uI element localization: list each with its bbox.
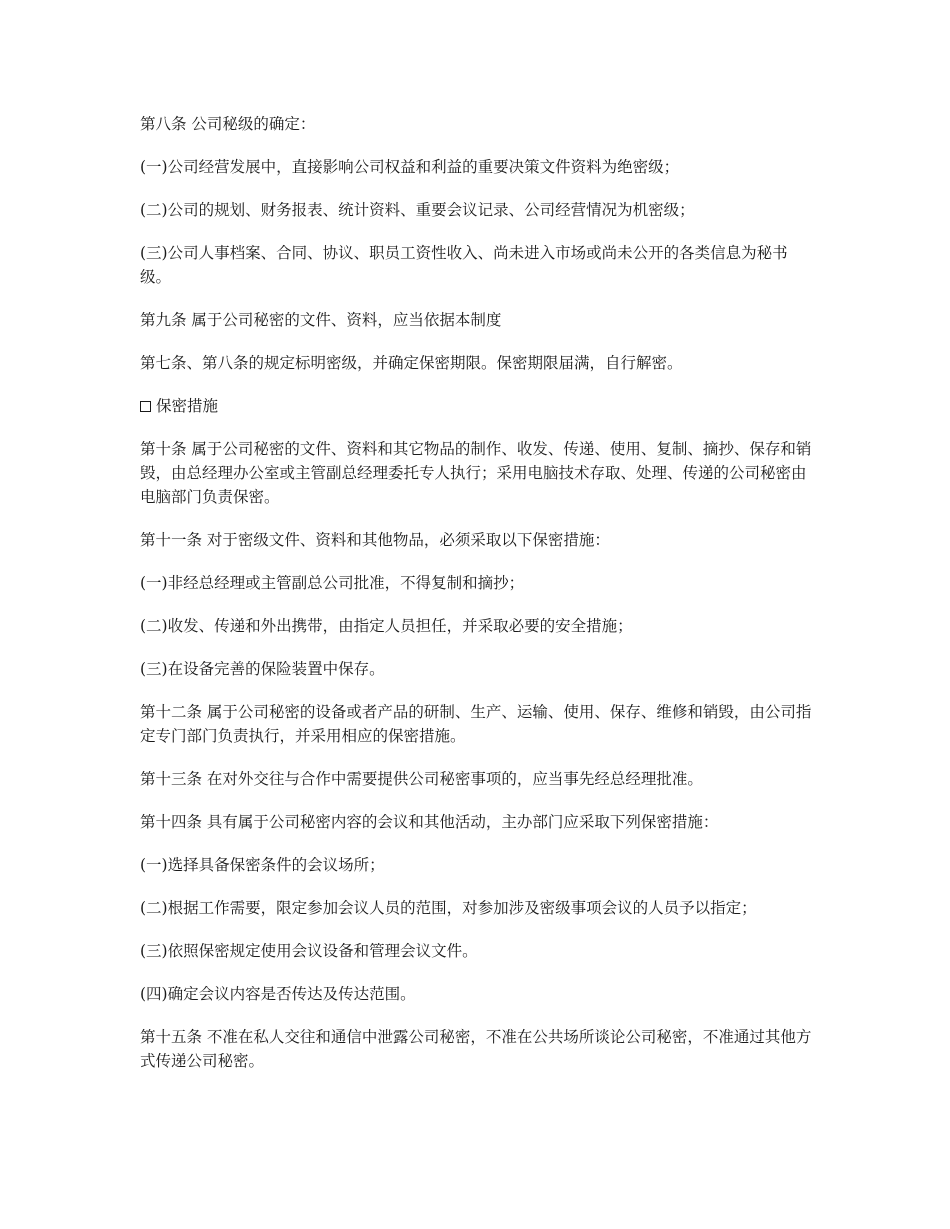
article-12: 第十二条 属于公司秘密的设备或者产品的研制、生产、运输、使用、保存、维修和销毁，由公司指定专门部门负责执行，并采用相应的保密措施。 xyxy=(140,703,812,745)
article-15: 第十五条 不准在私人交往和通信中泄露公司秘密，不准在公共场所谈论公司秘密，不准通过其他方式传递公司秘密。 xyxy=(140,1028,812,1070)
article-11-heading: 第十一条 对于密级文件、资料和其他物品，必须采取以下保密措施： xyxy=(140,531,610,549)
article-14-item-4: (四)确定会议内容是否传达及传达范围。 xyxy=(140,985,416,1003)
article-9: 第九条 属于公司秘密的文件、资料，应当依据本制度 xyxy=(140,311,502,329)
article-8-item-3: (三)公司人事档案、合同、协议、职员工资性收入、尚未进入市场或尚未公开的各类信息为秘书级。 xyxy=(140,244,788,286)
article-14-item-3: (三)依照保密规定使用会议设备和管理会议文件。 xyxy=(140,942,478,960)
article-11-item-3: (三)在设备完善的保险装置中保存。 xyxy=(140,660,385,678)
article-13: 第十三条 在对外交往与合作中需要提供公司秘密事项的，应当事先经总经理批准。 xyxy=(140,770,703,788)
article-8-item-2: (二)公司的规划、财务报表、统计资料、重要会议记录、公司经营情况为机密级； xyxy=(140,201,695,219)
section-heading xyxy=(140,394,815,418)
article-11-item-1: (一)非经总经理或主管副总公司批准，不得复制和摘抄； xyxy=(140,574,525,592)
document-page xyxy=(140,112,815,1092)
article-11-item-2: (二)收发、传递和外出携带，由指定人员担任，并采取必要的安全措施； xyxy=(140,617,633,635)
article-10: 第十条 属于公司秘密的文件、资料和其它物品的制作、收发、传递、使用、复制、摘抄、保存和销毁，由总经理办公室或主管副总经理委托专人执行；采用电脑技术存取、处理、传递的公司秘密由电脑部门负责保密。 xyxy=(140,440,812,506)
article-8-item-1: (一)公司经营发展中，直接影响公司权益和利益的重要决策文件资料为绝密级； xyxy=(140,158,680,176)
article-14-item-2: (二)根据工作需要，限定参加会议人员的范围，对参加涉及密级事项会议的人员予以指定； xyxy=(140,899,757,917)
article-9-continued: 第七条、第八条的规定标明密级，并确定保密期限。保密期限届满，自行解密。 xyxy=(140,354,683,372)
section-heading-label: 保密措施 xyxy=(156,397,219,415)
article-14-heading: 第十四条 具有属于公司秘密内容的会议和其他活动，主办部门应采取下列保密措施： xyxy=(140,813,719,831)
checkbox-icon xyxy=(140,401,151,412)
article-8-heading: 第八条 公司秘级的确定： xyxy=(140,115,316,133)
article-14-item-1: (一)选择具备保密条件的会议场所； xyxy=(140,856,385,874)
